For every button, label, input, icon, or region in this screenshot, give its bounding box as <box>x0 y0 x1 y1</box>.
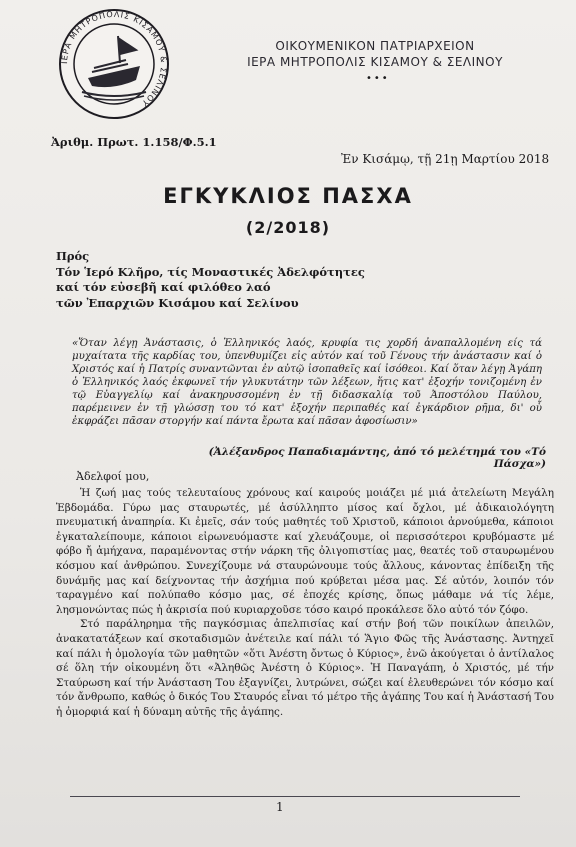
document-title: ΕΓΚΥΚΛΙΟΣ ΠΑΣΧΑ <box>163 184 413 208</box>
metropolis-name: ΙΕΡΑ ΜΗΤΡΟΠΟΛΙΣ ΚΙΣΑΜΟΥ & ΣΕΛΙΝΟΥ <box>247 55 503 69</box>
addressee-line: Τόν Ἱερό Κλῆρο, τίς Μοναστικές Ἀδελφότητες <box>56 264 365 279</box>
page-number: 1 <box>276 800 284 814</box>
body-paragraph: Στό παράληρημα τῆς παγκόσμιας ἀπελπισίας καί στήν βοή τῶν ποικίλων ἀπειλῶν, ἀνακατατάξεων καί σκοταδισμῶν ἀνέτειλε καί πάλι τό Ἅγιο Φῶς τῆς Ἀνάστασης. Ἀντηχεῖ καί πάλι ἡ ὁμολογία τῶν μαθητῶν «ὅτι Ἀνέστη ὄντως ὁ Κύριος», ἐνῶ ἀκούγεται ὁ ἀντίλαλος σέ ὅλη τήν οἰκουμένη ὅτι «Ἀληθῶς Ἀνέστη ὁ Κύριος». Ἡ Παναγάπη, ὁ Χριστός, μέ τήν Σταύρωση καί τήν Ἀνάσταση Του ἐξαγνίζει, λυτρώνει, σώζει καί ἐλευθερώνει τόν κόσμο καί τόν ἄνθρωπο, καθώς ὁ δικός Του Σταυρός εἶναι τό μέτρο τῆς ἀγάπης Του καί ἡ Ἀνάστασή Του ἡ ὀμορφιά καί ἡ δύναμη αὐτῆς τῆς ἀγάπης. <box>56 618 554 718</box>
letter-body <box>56 486 554 720</box>
epigraph-quote: «Ὅταν λέγῃ Ἀνάστασις, ὁ Ἑλληνικός λαός, κρυφία τις χορδή ἀναπαλλομένη είς τά μυχαίτατα τῆς καρδίας του, ὑπενθυμίζει εἰς αὐτόν καί τοῦ Γένους τήν ἀνάστασιν καί ὁ Χριστός καί ἡ Πατρίς συναντῶνται ἐν αὐτῷ ἰσοπαθεῖς καί ἰσόθεοι. Καί ὅταν λέγῃ Ἀγάπη ὁ Ἑλληνικός λαός ἐκφωνεῖ τήν γλυκυτάτην τῶν λέξεων, ἥτις κατ' ἐξοχήν τονιζομένη ἐν τῷ Εὐαγγελίῳ καί ἀνακηρυσσομένη ἐν τῇ διδασκαλίᾳ τοῦ Ἀποστόλου Παύλου, παρέμεινεν ἐν τῇ γλώσσῃ του τό κατ' ἐξοχήν περιπαθές καί ἐγκάρδιον ρῆμα, δι' οὗ ἐκφράζει πᾶσαν στοργήν καί πάντα ἔρωτα καί πᾶσαν ἀφοσίωσιν» <box>72 338 542 427</box>
footer-divider <box>70 796 520 797</box>
protocol-number: Ἀριθμ. Πρωτ. 1.158/Φ.5.1 <box>51 135 217 149</box>
addressee-line: τῶν Ἐπαρχιῶν Κισάμου καί Σελίνου <box>56 295 299 310</box>
document-date: Ἐν Κισάμῳ, τῇ 21ῃ Μαρτίου 2018 <box>341 152 550 166</box>
addressee-line: Πρός <box>56 249 90 263</box>
header-title <box>225 38 525 70</box>
addressee-line: καί τόν εὐσεβῆ καί φιλόθεο λαό <box>56 280 271 294</box>
addressee-block <box>56 249 526 311</box>
quote-source: (Ἀλέξανδρος Παπαδιαμάντης, ἀπό τό μελέτημά του «Τό Πάσχα») <box>208 446 546 470</box>
document-subtitle: (2/2018) <box>245 218 331 237</box>
patriarchate-name: ΟΙΚΟΥΜΕΝΙΚΟΝ ΠΑΤΡΙΑΡΧΕΙΟΝ <box>275 39 475 53</box>
svg-text:ΙΕΡΑ ΜΗΤΡΟΠΟΛΙΣ ΚΙΣΑΜΟΥ & ΣΕΛΙ: ΙΕΡΑ ΜΗΤΡΟΠΟΛΙΣ ΚΙΣΑΜΟΥ & ΣΕΛΙΝΟΥ <box>59 9 169 109</box>
header-dots: ••• <box>366 73 390 84</box>
metropolis-seal-logo <box>58 8 170 120</box>
body-paragraph: Ἡ ζωή μας τούς τελευταίους χρόνους καί καιρούς μοιάζει μέ μιά ἀτελείωτη Μεγάλη Ἑβδομάδα. Γύρω μας σταυρωτές, μέ ἀσύλληπτο μίσος καί ὄχλοι, μέ ἀδικαιολόγητη πνευματική ἀναπηρία. Κι ἐμεῖς, σάν τούς μαθητές τοῦ Χριστοῦ, κάποιοι ἀρνούμεθα, κάποιοι ἐγκαταλείπουμε, κάποιοι εἰρωνευόμαστε καί χλευάζουμε, οἱ περισσότεροι κρυβόμαστε μέ φόβο ἤ ἀμήχανα, παραμένοντας στήν νάρκη τῆς ὀλιγοπιστίας μας, θεατές τοῦ σταυρωμένου κόσμου καί ἀνθρώπου. Συνεχίζουμε νά σταυρώνουμε τούς ἄλλους, κάνοντας ἐπίδειξη τῆς δυνάμῆς μας καί δείχνοντας τήν ἀσχήμια πού κρύβεται μέσα μας. Σέ αὐτόν, λοιπόν τόν ταραγμένο καί πολύπαθο κόσμο μας, σέ ἐποχές κρίσης, ὅπως μάθαμε νά τίς λέμε, λησμονώντας πώς ἡ ἀκρισία πού κυριαρχοῦσε τόσο καιρό προκάλεσε ὅλο αὐτό τόν ζόφο. <box>56 487 554 616</box>
greeting: Ἀδελφοί μου, <box>76 470 150 483</box>
